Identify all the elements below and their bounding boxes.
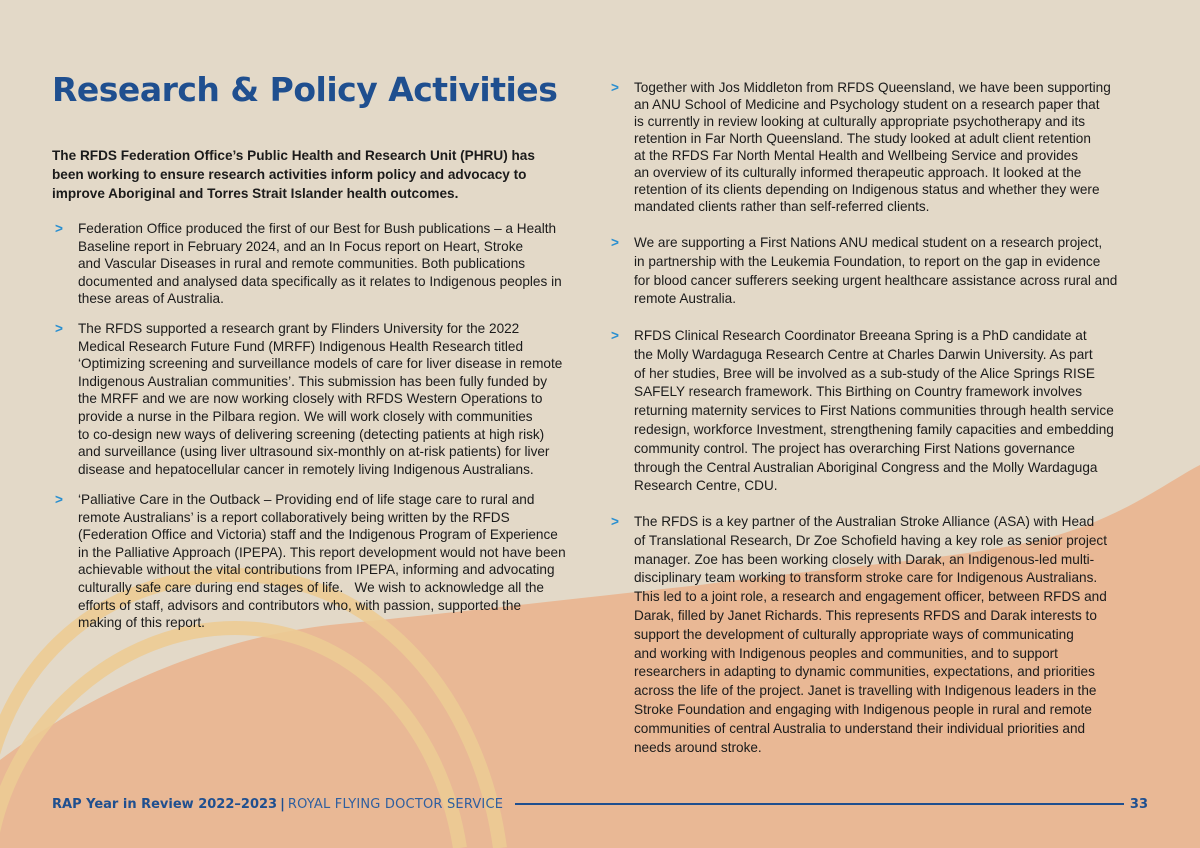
page-number: 33 (1129, 796, 1148, 812)
page-title: Research & Policy Activities (52, 70, 558, 109)
list-item (611, 513, 1107, 755)
list-item-text: Federation Office produced the first of our Best for Bush publications – a Health Baseline report in February 2024, and an In Focus report on Heart, Stroke and Vascular Diseases in rural and remote communities. Both publications documented and analysed data specifically as it relates to Indigenous peoples in these areas of Australia. (78, 221, 562, 307)
list-item (55, 320, 563, 477)
list-item-text: The RFDS supported a research grant by Flinders University for the 2022 Medical Research Future Fund (MRFF) Indigenous Health Research titled ‘Optimizing screening and surveillance models of care for liver disease in remote Indigenous Australian communities’. This submission has been fully funded by the MRFF and we are now working closely with RFDS Western Operations to provide a nurse in the Pilbara region. We will work closely with communities to co-design new ways of delivering screening (detecting patients at high risk) and surveillance (using liver ultrasound six-monthly on at-risk patients) for liver disease and hepatocellular cancer in remotely living Indigenous Australians. (78, 321, 563, 477)
chevron-right-icon: > (611, 328, 619, 343)
list-item-text: The RFDS is a key partner of the Australian Stroke Alliance (ASA) with Head of Translational Research, Dr Zoe Schofield having a key role as senior project manager. Zoe has been working closely with Darak, an Indigenous-led multi- disciplinary team working to transform stroke care for Indigenous Australians. This led to a joint role, a research and engagement officer, between RFDS and Darak, filled by Janet Richards. This represents RFDS and Darak interests to support the development of culturally appropriate ways of communicating and working with Indigenous peoples and communities, and to support researchers in adapting to dynamic communities, expectations, and priorities across the life of the project. Janet is travelling with Indigenous leaders in the Stroke Foundation and engaging with Indigenous people in rural and remote communities of central Australia to understand their individual priorities and needs around stroke. (634, 514, 1107, 755)
list-item-text: We are supporting a First Nations ANU medical student on a research project, in partnership with the Leukemia Foundation, to report on the gap in evidence for blood cancer sufferers seeking urgent healthcare assistance across rural and remote Australia. (634, 235, 1118, 307)
chevron-right-icon: > (55, 492, 63, 507)
list-item (611, 234, 1118, 307)
chevron-right-icon: > (55, 221, 63, 236)
chevron-right-icon: > (611, 80, 619, 95)
list-item-text: RFDS Clinical Research Coordinator Breeana Spring is a PhD candidate at the Molly Wardaguga Research Centre at Charles Darwin University. As part of her studies, Bree will be involved as a sub-study of the Alice Springs RISE SAFELY research framework. This Birthing on Country framework involves returning maternity services to First Nations communities through health service redesign, workforce Investment, strengthening family capacities and embedding community control. The project has overarching First Nations governance through the Central Australian Aboriginal Congress and the Molly Wardaguga Research Centre, CDU. (634, 328, 1114, 494)
list-item-text: Together with Jos Middleton from RFDS Queensland, we have been supporting an ANU School of Medicine and Psychology student on a research paper that is currently in review looking at culturally appropriate psychotherapy and its retention in Far North Queensland. The study looked at adult client retention at the RFDS Far North Mental Health and Wellbeing Service and provides an overview of its culturally informed therapeutic approach. It looked at the retention of its clients depending on Indigenous status and whether they were mandated clients rather than self-referred clients. (634, 80, 1111, 214)
list-item (55, 491, 566, 631)
list-item (55, 220, 562, 307)
list-item-text: ‘Palliative Care in the Outback – Providing end of life stage care to rural and remote Australians’ is a report collaboratively being written by the RFDS (Federation Office and Victoria) staff and the Indigenous Program of Experience in the Palliative Approach (IPEPA). This report development would not have been achievable without the vital contributions from IPEPA, informing and advocating culturally safe care during end stages of life. We wish to acknowledge all the efforts of staff, advisors and contributors who, with passion, supported the making of this report. (78, 492, 566, 631)
footer-report-title: RAP Year in Review 2022–2023 (52, 796, 278, 812)
intro-paragraph: The RFDS Federation Office’s Public Health and Research Unit (PHRU) has been working to ensure research activities inform policy and advocacy to improve Aboriginal and Torres Strait Islander health outcomes. (52, 148, 535, 201)
list-item (611, 79, 1111, 214)
list-item (611, 327, 1114, 494)
chevron-right-icon: > (611, 514, 619, 529)
chevron-right-icon: > (611, 235, 619, 250)
page-footer (52, 794, 1148, 814)
footer-organisation: ROYAL FLYING DOCTOR SERVICE (287, 796, 504, 812)
chevron-right-icon: > (55, 321, 63, 336)
footer-divider (515, 803, 1124, 805)
footer-separator: | (280, 796, 285, 812)
